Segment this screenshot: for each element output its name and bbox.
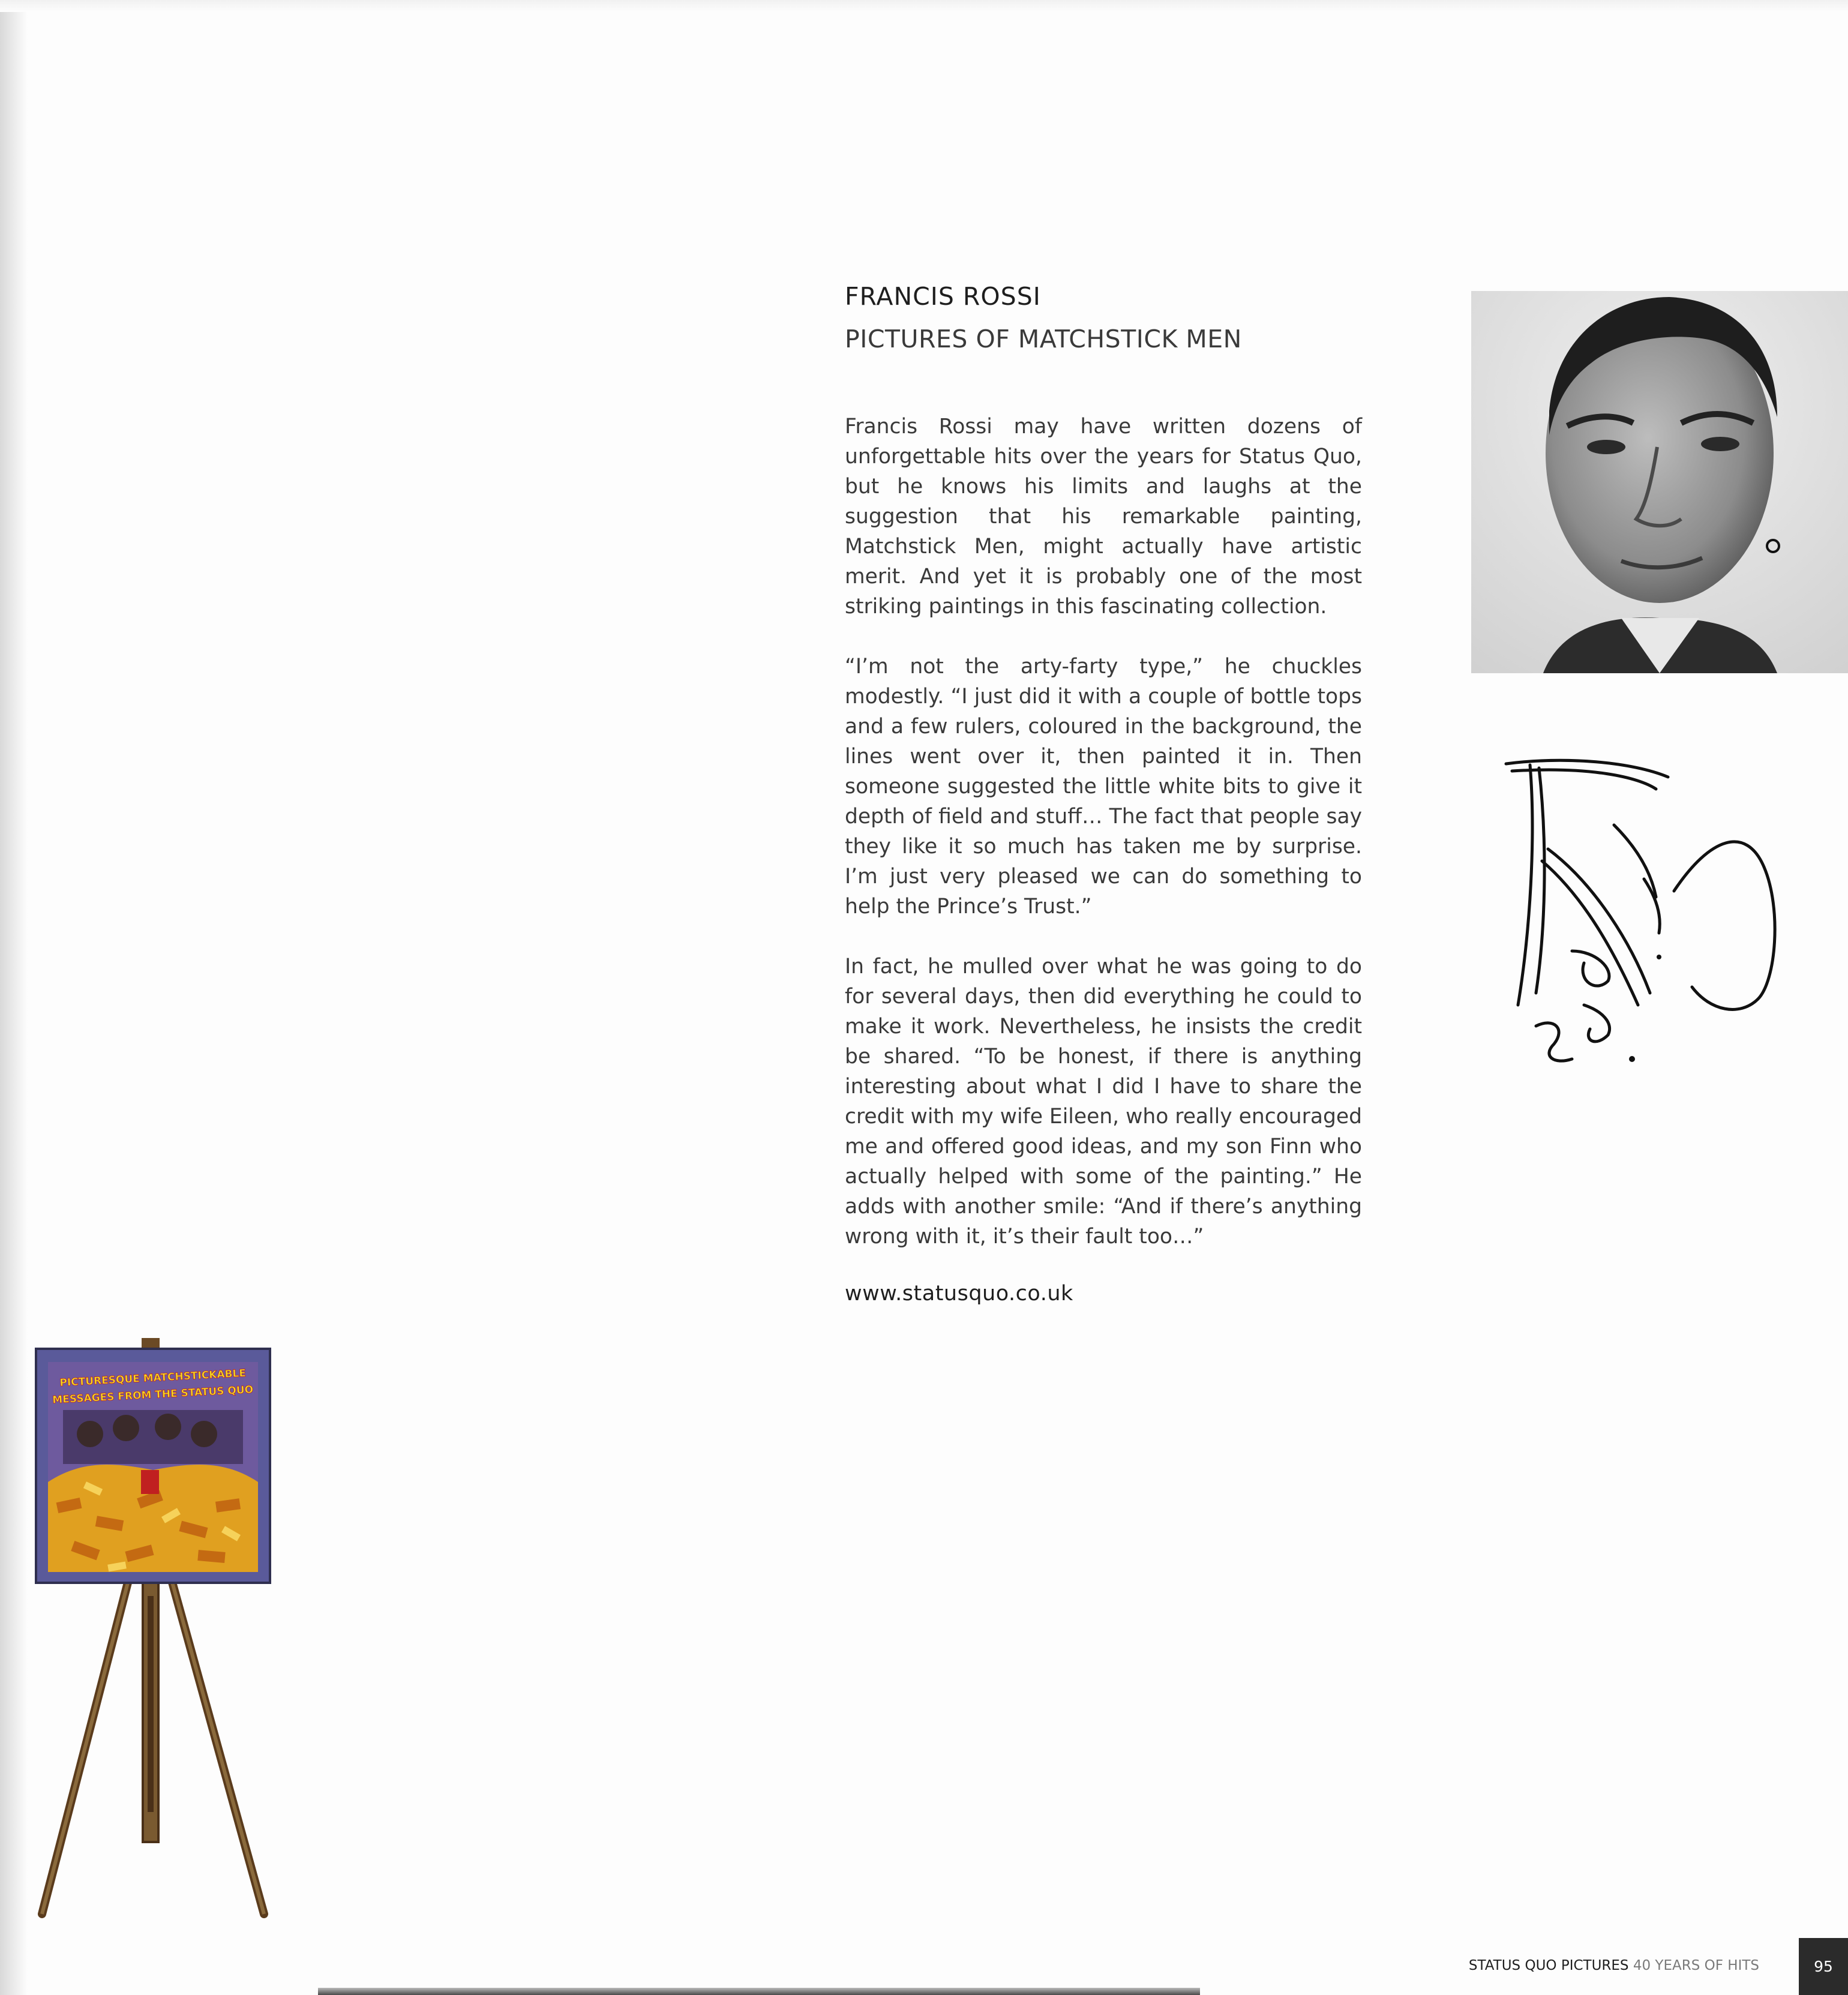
painting-title-line2: MESSAGES FROM THE STATUS QUO [52,1384,254,1406]
portrait-illustration [1471,291,1848,673]
page-gutter-shadow [0,0,28,1995]
signature-drawing [1494,753,1818,1089]
page-number: 95 [1799,1938,1848,1995]
artist-name: FRANCIS ROSSI [845,282,1041,311]
website-link[interactable]: www.statusquo.co.uk [845,1282,1073,1306]
easel-illustration [30,1338,282,1923]
page-bottom-edge [318,1988,1200,1995]
page-footer [1428,1938,1848,1995]
artist-signature [1494,753,1818,1089]
book-tagline: 40 YEARS OF HITS [1633,1958,1759,1973]
article-body [845,412,1362,1252]
article-paragraph: In fact, he mulled over what he was going to do for several days, then did everything he could to make it work. Nevertheless, he insists the credit be shared. “To be honest, if there is anything interesting about what I did I have to share the credit with my wife Eileen, who really encouraged me and offered good ideas, and my son Finn who actually helped with some of the painting.” He adds with another smile: “And if there’s anything wrong with it, it’s their fault too…” [845,955,1362,1249]
easel-with-painting [30,1338,282,1923]
running-title [1469,1958,1759,1973]
article [845,282,1362,1306]
page-top-edge [0,0,1848,12]
article-paragraph: Francis Rossi may have written dozens of unforgettable hits over the years for Status Quo, but he knows his limits and laughs at the suggestion that his remarkable painting, Matchstick Men, might actually have artistic merit. And yet it is probably one of the most striking paintings in this fascinating collection. [845,415,1362,619]
artwork-title: PICTURES OF MATCHSTICK MEN [845,325,1242,354]
book-title: STATUS QUO PICTURES [1468,1958,1629,1973]
article-paragraph: “I’m not the arty-farty type,” he chuckles modestly. “I just did it with a couple of bottle tops and a few rulers, coloured in the background, the lines went over it, then painted it in. Then someone suggested the little white bits to give it depth of field and stuff… The fact that people say they like it so much has taken me by surprise. I’m just very pleased we can do something to help the Prince’s Trust.” [845,655,1362,919]
artist-portrait-photo [1471,291,1848,673]
painting-title-line1: PICTURESQUE MATCHSTICKABLE [59,1367,247,1390]
